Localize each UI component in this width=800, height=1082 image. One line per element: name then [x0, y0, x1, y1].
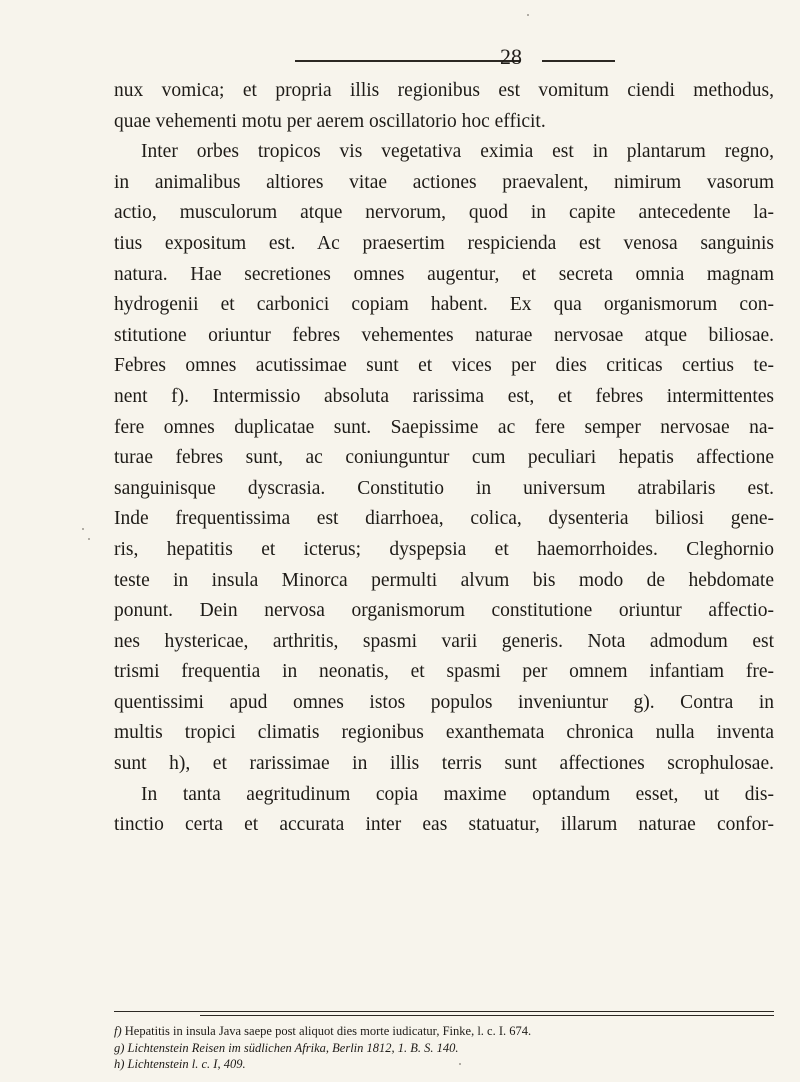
text-line: Inter orbes tropicos vis vegetativa eximia est in plantarum regno,: [141, 141, 774, 163]
text-line: trismi frequentia in neonatis, et spasmi per omnem infantiam fre-: [114, 661, 774, 683]
footnote-text: Hepatitis in insula Java saepe post aliquot dies morte iudicatur, Finke, l. c. I. 674.: [124, 1024, 532, 1038]
footnote-f: [114, 1023, 774, 1040]
footnote-text: Lichtenstein Reisen im südlichen Afrika, Berlin 1812, 1. B. S. 140.: [127, 1040, 459, 1055]
page-number: 28: [500, 44, 522, 69]
text-line: quentissimi apud omnes istos populos inveniuntur g). Contra in: [114, 691, 774, 713]
text-line: fere omnes duplicatae sunt. Saepissime ac fere semper nervosae na-: [114, 416, 774, 438]
text-line: ris, hepatitis et icterus; dyspepsia et haemorrhoides. Cleghornio: [114, 538, 774, 560]
text-line: actio, musculorum atque nervorum, quod in capite antecedente la-: [114, 202, 774, 224]
text-line: natura. Hae secretiones omnes augentur, et secreta omnia magnam: [114, 263, 774, 285]
header-rule-right: [542, 60, 615, 62]
text-line: nes hystericae, arthritis, spasmi varii generis. Nota admodum est: [114, 630, 774, 652]
footnotes: [114, 1023, 774, 1073]
footnote-marker: g): [114, 1040, 125, 1055]
footnote-marker: f): [114, 1024, 122, 1038]
text-line: sunt h), et rarissimae in illis terris sunt affectiones scrophulosae.: [114, 753, 774, 775]
text-line: tius expositum est. Ac praesertim respicienda est venosa sanguinis: [114, 232, 774, 254]
text-line: turae febres sunt, ac coniunguntur cum peculiari hepatis affectione: [114, 447, 774, 469]
text-line: Febres omnes acutissimae sunt et vices per dies criticas certius te-: [114, 355, 774, 377]
text-line: tinctio certa et accurata inter eas statuatur, illarum naturae confor-: [114, 814, 774, 836]
text-line: in animalibus altiores vitae actiones praevalent, nimirum vasorum: [114, 171, 774, 193]
scan-speck: [88, 538, 90, 540]
text-line: stitutione oriuntur febres vehementes naturae nervosae atque biliosae.: [114, 324, 774, 346]
scan-speck: [82, 528, 84, 530]
scan-speck: [459, 1063, 461, 1065]
footnote-g: [114, 1040, 774, 1057]
text-line: nux vomica; et propria illis regionibus est vomitum ciendi methodus,: [114, 80, 774, 101]
footnote-text: Lichtenstein l. c. I, 409.: [127, 1057, 246, 1071]
footnote-rule: [114, 1011, 774, 1012]
footnote-rule-secondary: [200, 1015, 774, 1016]
text-line: In tanta aegritudinum copia maxime optandum esset, ut dis-: [141, 783, 774, 805]
scan-speck: [527, 14, 529, 16]
footnote-marker: h): [114, 1057, 125, 1071]
text-line: quae vehementi motu per aerem oscillatorio hoc efficit.: [114, 110, 546, 132]
text-line: teste in insula Minorca permulti alvum bis modo de hebdomate: [114, 569, 774, 591]
header-rule-left: [295, 60, 520, 62]
text-line: multis tropici climatis regionibus exanthemata chronica nulla inventa: [114, 722, 774, 744]
text-line: hydrogenii et carbonici copiam habent. Ex qua organismorum con-: [114, 294, 774, 316]
body-text: [114, 76, 774, 841]
text-line: sanguinisque dyscrasia. Constitutio in universum atrabilaris est.: [114, 477, 774, 499]
text-line: Inde frequentissima est diarrhoea, colica, dysenteria biliosi gene-: [114, 508, 774, 530]
footnote-h: [114, 1056, 774, 1073]
text-line: ponunt. Dein nervosa organismorum constitutione oriuntur affectio-: [114, 600, 774, 622]
text-line: nent f). Intermissio absoluta rarissima est, et febres intermittentes: [114, 385, 774, 407]
